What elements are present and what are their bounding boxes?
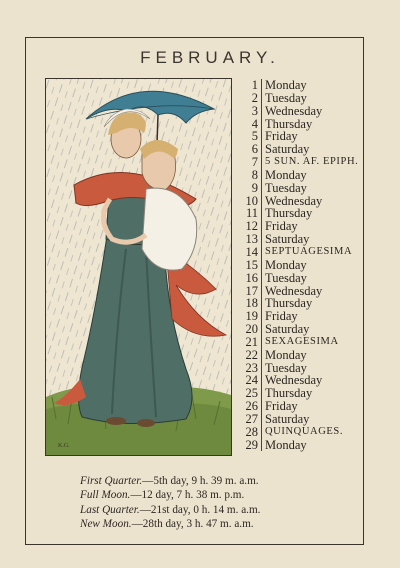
day-number: 2 (251, 90, 258, 105)
day-name: Tuesday (265, 180, 307, 195)
moon-phase-row (80, 503, 380, 517)
day-row (236, 246, 366, 259)
day-name: Friday (265, 309, 298, 324)
day-number: 23 (245, 360, 258, 375)
day-row (236, 182, 366, 195)
day-number: 20 (245, 322, 258, 337)
day-number: 22 (245, 347, 258, 362)
moon-phase-label: First Quarter. (80, 475, 143, 487)
artist-signature: K.G. (58, 443, 70, 449)
day-number: 5 (251, 129, 258, 144)
day-number: 15 (245, 257, 258, 272)
day-number: 1 (251, 78, 258, 92)
day-name: SEPTUAGESIMA (265, 245, 353, 257)
day-list (236, 79, 366, 451)
day-name: Friday (265, 129, 298, 144)
day-name: Monday (265, 347, 307, 362)
day-number: 11 (245, 206, 258, 221)
day-name: SEXAGESIMA (265, 335, 339, 347)
day-name: Tuesday (265, 360, 307, 375)
day-number: 27 (245, 411, 258, 426)
illustration (45, 78, 232, 456)
day-number: 8 (251, 167, 258, 182)
day-number: 21 (245, 334, 258, 349)
day-number: 18 (245, 296, 258, 311)
day-number: 28 (245, 424, 258, 439)
day-row (236, 413, 366, 426)
day-row (236, 349, 366, 362)
day-row (236, 259, 366, 272)
moon-phase-label: Full Moon. (80, 489, 131, 502)
day-name: Tuesday (265, 270, 307, 285)
day-row (236, 92, 366, 105)
day-name: Saturday (265, 322, 310, 337)
day-name: Thursday (265, 386, 313, 401)
day-name: Tuesday (265, 90, 307, 105)
day-row (236, 272, 366, 285)
day-row (236, 169, 366, 182)
day-number: 7 (251, 155, 258, 170)
day-name: Saturday (265, 232, 310, 247)
day-name: Monday (265, 437, 307, 452)
day-row (236, 323, 366, 336)
moon-phase-label: New Moon. (80, 518, 132, 531)
day-row (236, 156, 366, 169)
day-number: 6 (251, 142, 258, 157)
day-number: 25 (245, 386, 258, 401)
month-title: FEBRUARY. (140, 48, 280, 67)
day-row (236, 336, 366, 349)
day-number: 17 (245, 283, 258, 298)
day-name: Thursday (265, 116, 313, 131)
day-name: Saturday (265, 142, 310, 157)
day-row (236, 439, 366, 452)
day-number: 13 (245, 232, 258, 247)
moon-phase-label: Last Quarter. (80, 503, 140, 516)
day-name: Monday (265, 257, 307, 272)
woman-with-umbrella-illustration (46, 79, 231, 455)
day-number: 26 (245, 399, 258, 414)
day-number: 19 (245, 309, 258, 324)
day-number: 29 (245, 437, 258, 452)
moon-phases (80, 474, 380, 532)
day-number: 4 (251, 116, 258, 131)
day-row (236, 79, 366, 92)
day-name: Monday (265, 78, 307, 92)
day-number: 24 (245, 373, 258, 388)
day-name: Saturday (265, 411, 310, 426)
moon-phase-time: —5th day, 9 h. 39 m. a.m. (142, 475, 259, 487)
day-row (236, 105, 366, 118)
day-name: 5 SUN. AF. EPIPH. (265, 156, 359, 168)
day-name: Wednesday (265, 103, 323, 118)
day-name: Thursday (265, 206, 313, 221)
moon-phase-row (80, 517, 380, 531)
day-name: Thursday (265, 296, 313, 311)
day-name: Wednesday (265, 193, 323, 208)
moon-phase-row (80, 474, 380, 488)
day-name: QUINQUAGES. (265, 425, 344, 437)
day-number: 12 (245, 219, 258, 234)
day-number: 3 (251, 103, 258, 118)
day-name: Wednesday (265, 373, 323, 388)
day-number: 16 (245, 270, 258, 285)
day-row (236, 400, 366, 413)
day-number: 9 (251, 180, 258, 195)
day-number: 14 (245, 244, 258, 259)
day-name: Friday (265, 399, 298, 414)
moon-phase-time: —12 day, 7 h. 38 m. p.m. (130, 489, 245, 502)
day-row (236, 426, 366, 439)
moon-phase-time: —21st day, 0 h. 14 m. a.m. (139, 503, 261, 516)
day-number: 10 (245, 193, 258, 208)
day-name: Monday (265, 167, 307, 182)
moon-phase-time: —28th day, 3 h. 47 m. a.m. (131, 518, 254, 531)
day-name: Friday (265, 219, 298, 234)
moon-phase-row (80, 488, 380, 502)
day-name: Wednesday (265, 283, 323, 298)
